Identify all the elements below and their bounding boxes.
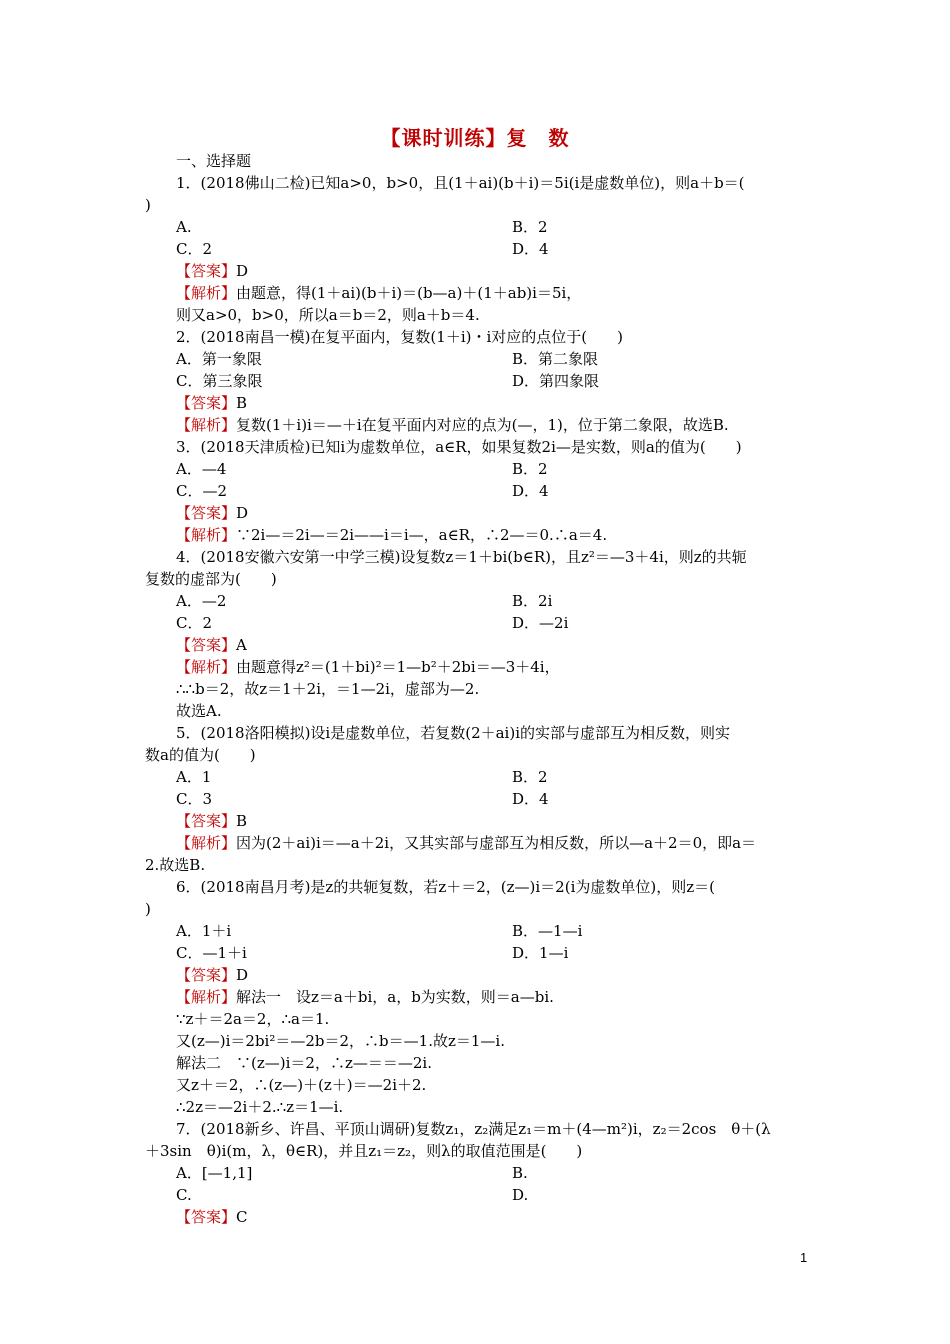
answer-tag: 【答案】 — [176, 966, 237, 984]
analysis-tag: 【解析】 — [176, 834, 237, 852]
analysis-tag: 【解析】 — [176, 526, 237, 544]
analysis-tag: 【解析】 — [176, 284, 237, 302]
page-number: 1 — [800, 1250, 808, 1265]
q6-analysis-line-6: ∴2z＝—2i＋2.∴z＝1—i. — [176, 1098, 344, 1116]
q1-option-d: D．4 — [512, 240, 549, 258]
q7-option-a: A．[—1,1] — [176, 1164, 253, 1182]
q6-option-c: C．—1＋i — [176, 944, 247, 962]
q3-option-a: A．—4 — [176, 460, 227, 478]
answer-tag: 【答案】 — [176, 1208, 237, 1226]
q6-analysis-line-4: 解法二 ∵(z—)i＝2，∴z—＝＝—2i. — [176, 1054, 432, 1072]
q7-option-b: B. — [512, 1164, 528, 1182]
analysis-text: ∵2i—＝2i—＝2i——i＝i—，a∈R，∴2—＝0.∴a＝4. — [236, 526, 608, 544]
q7-option-d: D. — [512, 1186, 529, 1204]
q1-answer — [176, 260, 836, 282]
answer-tag: 【答案】 — [176, 636, 237, 654]
q6-analysis-line-3: 又(z—)i＝2bi²＝—2b＝2，∴b＝—1.故z＝1—i. — [176, 1032, 505, 1050]
section-heading: 一、选择题 — [176, 152, 252, 170]
q7-answer — [176, 1206, 836, 1228]
q5-option-c: C．3 — [176, 790, 213, 808]
q4-answer — [176, 634, 836, 656]
q4-option-b: B．2i — [512, 592, 553, 610]
analysis-text: 解法一 设z＝a＋bi，a，b为实数，则＝a—bi. — [236, 988, 554, 1006]
q1-analysis-cont: 则又a>0，b>0，所以a＝b＝2，则a＋b＝4. — [176, 306, 480, 324]
q5-answer — [176, 810, 836, 832]
q2-option-a: A．第一象限 — [176, 350, 262, 368]
q2-option-c: C．第三象限 — [176, 372, 263, 390]
q2-option-d: D．第四象限 — [512, 372, 600, 390]
q4-option-d: D．—2i — [512, 614, 569, 632]
q2-answer — [176, 392, 836, 414]
q1-option-b: B．2 — [512, 218, 548, 236]
question-7-stem: 7．(2018新乡、许昌、平顶山调研)复数z₁，z₂满足z₁＝m＋(4—m²)i，z₂＝2cos θ＋(λ — [176, 1120, 771, 1138]
analysis-text: 由题意得z²＝(1＋bi)²＝1—b²＋2bi＝—3＋4i， — [236, 658, 560, 676]
q6-analysis-line-5: 又z＋＝2，∴(z—)＋(z＋)＝—2i＋2. — [176, 1076, 427, 1094]
answer-value: C — [236, 1208, 248, 1226]
q6-analysis — [176, 986, 836, 1008]
answer-tag: 【答案】 — [176, 812, 237, 830]
q3-answer — [176, 502, 836, 524]
answer-value: B — [236, 394, 248, 412]
answer-tag: 【答案】 — [176, 394, 237, 412]
q5-option-d: D．4 — [512, 790, 549, 808]
q3-option-c: C．—2 — [176, 482, 228, 500]
q3-option-d: D．4 — [512, 482, 549, 500]
question-5-stem-cont: 数a的值为( ) — [145, 746, 256, 764]
question-3-stem: 3．(2018天津质检)已知i为虚数单位，a∈R，如果复数2i—是实数，则a的值为( ) — [176, 438, 742, 456]
q4-analysis-cont: ∴∴b＝2，故z＝1＋2i，＝1—2i，虚部为—2. — [176, 680, 480, 698]
analysis-text: 由题意，得(1＋ai)(b＋i)＝(b—a)＋(1＋ab)i＝5i， — [236, 284, 582, 302]
q1-option-c: C．2 — [176, 240, 213, 258]
q5-analysis — [176, 832, 836, 854]
analysis-tag: 【解析】 — [176, 416, 237, 434]
q4-analysis-end: 故选A. — [176, 702, 222, 720]
q4-analysis — [176, 656, 836, 678]
question-4-stem: 4．(2018安徽六安第一中学三模)设复数z＝1＋bi(b∈R)，且z²＝—3＋4i，则z的共轭 — [176, 548, 747, 566]
answer-tag: 【答案】 — [176, 262, 237, 280]
q3-option-b: B．2 — [512, 460, 548, 478]
q6-analysis-line-2: ∵z＋＝2a＝2，∴a＝1. — [176, 1010, 330, 1028]
answer-value: D — [236, 504, 249, 522]
question-6-stem-cont: ) — [145, 900, 151, 918]
analysis-text: 因为(2＋ai)i＝—a＋2i，又其实部与虚部互为相反数，所以—a＋2＝0，即a＝ — [236, 834, 757, 852]
question-4-stem-cont: 复数的虚部为( ) — [145, 570, 277, 588]
answer-value: B — [236, 812, 248, 830]
analysis-tag: 【解析】 — [176, 988, 237, 1006]
q6-option-a: A．1＋i — [176, 922, 232, 940]
question-7-stem-cont: ＋3sin θ)i(m，λ，θ∈R)，并且z₁＝z₂，则λ的取值范围是( ) — [145, 1142, 583, 1160]
q6-option-d: D．1—i — [512, 944, 569, 962]
analysis-tag: 【解析】 — [176, 658, 237, 676]
q6-option-b: B．—1—i — [512, 922, 583, 940]
answer-value: D — [236, 262, 249, 280]
q5-analysis-cont: 2.故选B. — [145, 856, 206, 874]
q5-option-a: A．1 — [176, 768, 212, 786]
question-1-stem: 1．(2018佛山二检)已知a>0，b>0，且(1＋ai)(b＋i)＝5i(i是虚数单位)，则a＋b＝( — [176, 174, 745, 192]
question-2-stem: 2．(2018南昌一模)在复平面内，复数(1＋i)・i对应的点位于( ) — [176, 328, 623, 346]
q4-option-a: A．—2 — [176, 592, 227, 610]
q6-answer — [176, 964, 836, 986]
answer-value: A — [236, 636, 247, 654]
q2-option-b: B．第二象限 — [512, 350, 599, 368]
question-5-stem: 5．(2018洛阳模拟)设i是虚数单位，若复数(2＋ai)i的实部与虚部互为相反数，则实 — [176, 724, 731, 742]
page-title: 【课时训练】复 数 — [380, 126, 570, 150]
question-1-stem-cont: ) — [145, 196, 151, 214]
q3-analysis — [176, 524, 836, 546]
answer-value: D — [236, 966, 249, 984]
q2-analysis — [176, 414, 836, 436]
q7-option-c: C. — [176, 1186, 192, 1204]
analysis-text: 复数(1＋i)i＝—＋i在复平面内对应的点为(—，1)，位于第二象限，故选B. — [236, 416, 729, 434]
answer-tag: 【答案】 — [176, 504, 237, 522]
question-6-stem: 6．(2018南昌月考)是z的共轭复数，若z＋＝2，(z—)i＝2(i为虚数单位)，则z＝( — [176, 878, 715, 896]
q1-option-a: A. — [176, 218, 192, 236]
q1-analysis — [176, 282, 836, 304]
q4-option-c: C．2 — [176, 614, 213, 632]
q5-option-b: B．2 — [512, 768, 548, 786]
